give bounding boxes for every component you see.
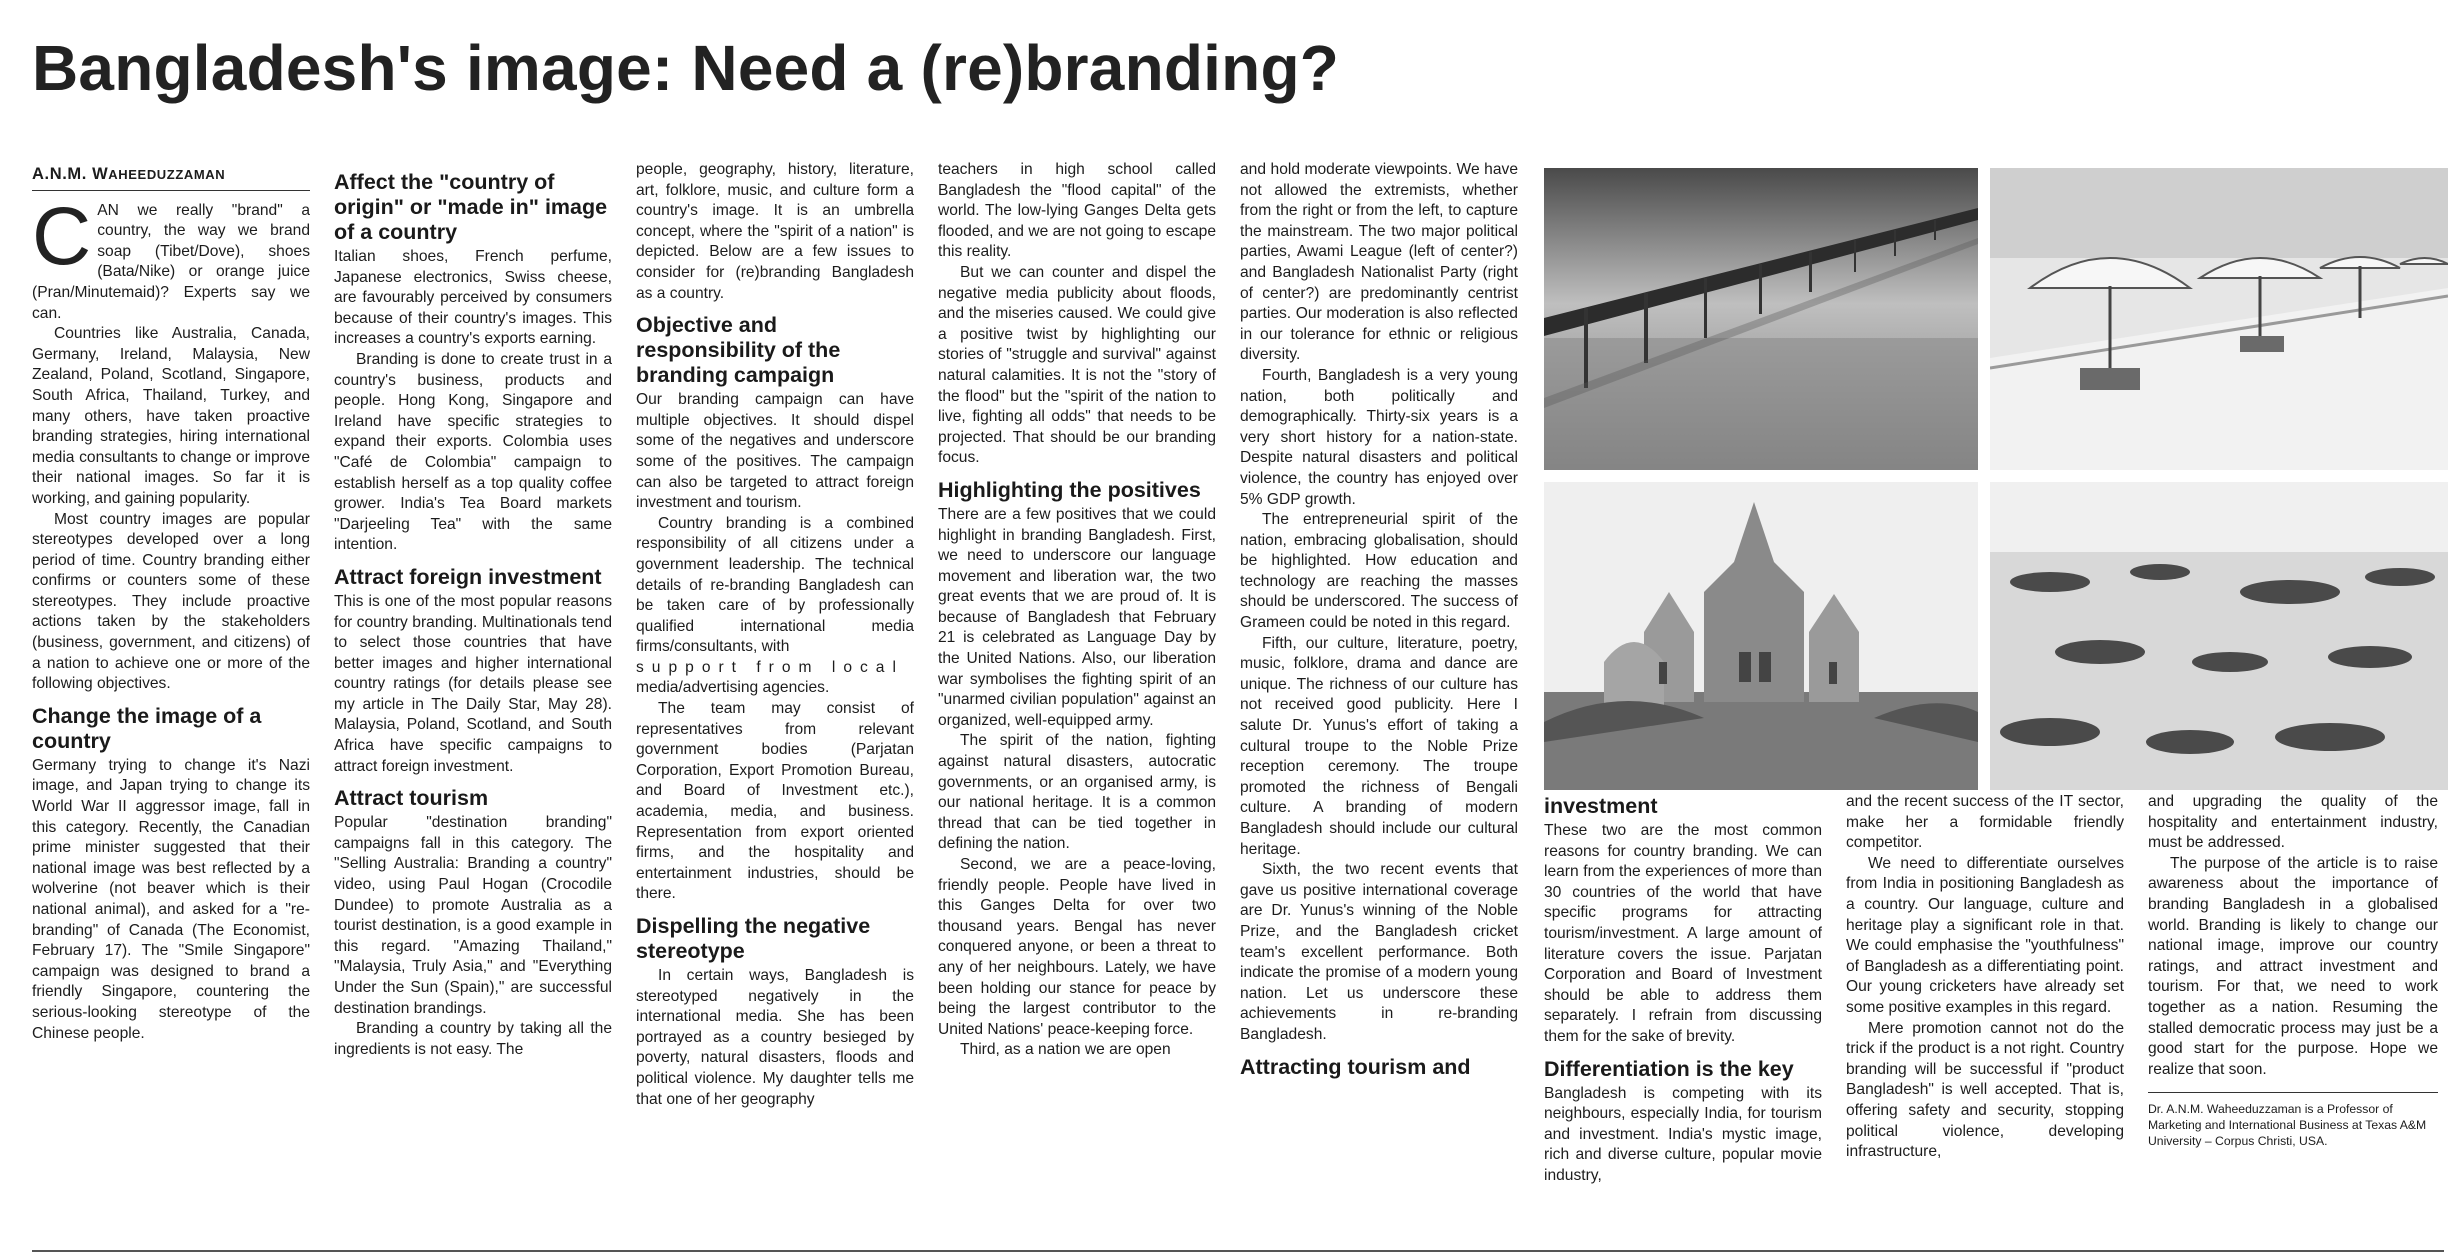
- body-paragraph: Popular "destination branding" campaigns fall in this category. The "Selling Australia: Branding a country" video, using Paul Hogan (Crocodile Dundee) to promote Australia as a tourist destination, is a good example in this regard. "Amazing Thailand," "Malaysia, Truly Asia," and "Everything Under the Sun (Spain)," are successful destination brandings.: [334, 814, 612, 1017]
- temple-photo: [1544, 482, 1978, 790]
- body-paragraph: people, geography, history, literature, art, folklore, music, and culture form a country's image. It is an umbrella concept, where the "spirit of a nation" is depicted. Below are a few issues to consider for (re)branding Bangladesh as a country.: [636, 161, 914, 302]
- body-paragraph: Branding is done to create trust in a country's business, products and people. Hong Kong, Singapore and Ireland have specific strategies to expand their exports. Colombia uses "Café de Colombia" campaign to establish herself as a top quality coffee grower. India's Tea Board markets "Darjeeling Tea" with the same intention.: [334, 350, 612, 554]
- section-heading-dispelling: Dispelling the negative stereotype: [636, 914, 871, 963]
- body-paragraph: Fourth, Bangladesh is a very young nation, both politically and demographically. Thirty-six years is a very short history for a nation-state. Despite natural disasters and political violence, the country has enjoyed over 5% GDP growth.: [1240, 366, 1518, 508]
- body-paragraph: Sixth, the two recent events that gave us positive international coverage are Dr. Yunus's winning of the Noble Prize, and the Bangladesh cricket team's excellent performance. Both indicate the promise of a modern young nation. Let us underscore these achievements in re-branding Bangladesh.: [1240, 861, 1518, 1043]
- body-paragraph: Branding a country by taking all the ingredients is not easy. The: [334, 1020, 612, 1058]
- body-paragraph: These two are the most common reasons for country branding. We can learn from the experiences of more than 30 countries of the world that have specific programs for attracting tourism/investment. A large amount of literature covers the issue. Parjatan Corporation and Board of Investment should be able to address them separately. I refrain from discussing them for the sake of brevity.: [1544, 822, 1822, 1045]
- body-paragraph: Mere promotion cannot not do the trick if the product is a not right. Country branding will be successful if "product Bangladesh" is well accepted. That is, offering safety and security, stopping political violence, developing infrastructure,: [1846, 1019, 2124, 1161]
- section-heading-positives: Highlighting the positives: [938, 477, 1201, 502]
- author-note: [2148, 1092, 2438, 1149]
- body-paragraph: In certain ways, Bangladesh is stereotyped negatively in the international media. She has been portrayed as a country besieged by poverty, natural disasters, floods and political violence. My daughter tells me that one of her geography: [636, 967, 914, 1108]
- body-paragraph: The entrepreneurial spirit of the nation, embracing globalisation, should be highlighted. How education and technology are reaching the masses should be underscored. The success of Grameen could be noted in this regard.: [1240, 511, 1518, 632]
- body-paragraph: The spirit of the nation, fighting against natural disasters, autocratic governments, or an organised army, is our national heritage. It is a common thread that can be tied together in defining the nation.: [938, 732, 1216, 853]
- headline: Bangladesh's image: Need a (re)branding?: [32, 32, 1340, 104]
- body-paragraph: teachers in high school called Bangladesh the "flood capital" of the world. The low-lying Ganges Delta gets flooded, and we are not going to escape this reality.: [938, 161, 1216, 261]
- body-paragraph: Our branding campaign can have multiple objectives. It should dispel some of the negatives and underscore some of the positives. The campaign can also be targeted to attract foreign investment and tourism.: [636, 391, 914, 512]
- body-paragraph: Fifth, our culture, literature, poetry, music, folklore, drama and dance are unique. The richness of our culture has not received good publicity. Here I salute Dr. Yunus's effort of taking a cultural troupe to the Noble Prize reception ceremony. The troupe promoted the richness of Bengali culture. A branding of modern Bangladesh should include our cultural heritage.: [1240, 634, 1518, 858]
- section-heading-tourism-investment: Attracting tourism and: [1240, 1054, 1471, 1079]
- body-paragraph: There are a few positives that we could highlight in branding Bangladesh. First, we need to underscore our language movement and liberation war, the two great events that we are proud of. It is because of Bangladesh that February 21 is celebrated as Language Day by the United Nations. Also, our liberation war symbolises the fighting spirit of an "unarmed civilian population" against an organized, well-equipped army.: [938, 505, 1216, 729]
- body-paragraph: Second, we are a peace-loving, friendly people. People have lived in this Ganges Delta for over two thousand years. Bengal has never conquered anyone, or been a threat to any of her neighbours. Lately, we have been holding our stance for peace by being the largest contributor to the United Nations' peace-keeping force.: [938, 856, 1216, 1038]
- photo-grid: [1544, 160, 2448, 790]
- drop-cap: C: [32, 190, 92, 282]
- section-heading-objective: Objective and responsibility of the branding campaign: [636, 313, 841, 388]
- column-6: [1544, 792, 1822, 1242]
- body-paragraph: Third, as a nation we are open: [960, 1041, 1171, 1059]
- column-4: [938, 160, 1216, 1242]
- body-paragraph: The team may consist of representatives from relevant government bodies (Parjatan Corporation, Export Promotion Bureau, and Board of Investment etc.), academia, media, and business. Representation from export oriented firms, and the hospitality and entertainment industries, should be there.: [636, 700, 914, 903]
- body-line-spaced: support from local: [636, 658, 904, 676]
- body-paragraph: Italian shoes, French perfume, Japanese electronics, Swiss cheese, are favourably perceived by consumers because of their country's images. This increases a country's exports earning.: [334, 248, 612, 348]
- body-paragraph: This is one of the most popular reasons for country branding. Multinationals tend to select those countries that have better images and higher international country ratings (for details please see my article in The Daily Star, May 28). Malaysia, Poland, Scotland, and South Africa have specific campaigns to attract foreign investment.: [334, 592, 612, 775]
- column-1: [32, 160, 310, 1242]
- body-paragraph: The purpose of the article is to raise awareness about the importance of branding Bangladesh in a globalised world. Branding is likely to change our national image, improve our country ratings, and attract investment and tourism. For that, we need to work together as a nation. Resuming the stalled democratic process may just be a good start for the purpose. Hope we realize that soon.: [2148, 854, 2438, 1078]
- body-paragraph: and the recent success of the IT sector, make her a formidable friendly competitor.: [1846, 793, 2124, 852]
- rocky-shore-photo: [1990, 482, 2448, 790]
- intro-paragraph: CAN we really "brand" a country, the way we brand soap (Tibet/Dove), shoes (Bata/Nike) or orange juice (Pran/Minutemaid)? Experts say we can.: [32, 190, 310, 322]
- intro-paragraph: Countries like Australia, Canada, Germany, Ireland, Malaysia, New Zealand, Poland, Scotland, Singapore, South Africa, Thailand, Turkey, and many others, have taken proactive branding strategies, hiring international media consultants to change or improve their national images. So far it is working, and gaining popularity.: [32, 325, 310, 507]
- column-2: [334, 160, 612, 1242]
- section-heading-differentiation: Differentiation is the key: [1544, 1056, 1794, 1081]
- body-paragraph: Bangladesh is competing with its neighbours, especially India, for tourism and investment. India's mystic image, rich and diverse culture, popular movie industry,: [1544, 1084, 1822, 1184]
- section-heading-country-origin: Affect the "country of origin" or "made in" image of a country: [334, 170, 608, 244]
- body-paragraph: We need to differentiate ourselves from India in positioning Bangladesh as a country. Our language, culture and heritage play a significant role in that. We could emphasise the "youthfulness" of Bangladesh as a differentiating point. Our young cricketers have already set some positive examples in this regard.: [1846, 854, 2124, 1016]
- column-7: [1846, 792, 2124, 1242]
- body-paragraph: media/advertising agencies.: [636, 679, 830, 697]
- body-paragraph: and upgrading the quality of the hospitality and entertainment industry, must be addressed.: [2148, 793, 2438, 852]
- column-8: [2148, 792, 2438, 1242]
- body-paragraph: Germany trying to change it's Nazi image, and Japan trying to change its World War II aggressor image, fall in this category. Recently, the Canadian prime minister suggested that their national image was best reflected by a wolverine (not beaver which is their national animal), and asked for a "re-branding" of Canada (The Economist, February 17). The "Smile Singapore" campaign was designed to brand a friendly Singapore, countering the serious-looking stereotype of the Chinese people.: [32, 756, 310, 1042]
- beach-umbrellas-photo: [1990, 168, 2448, 470]
- section-heading-change-image: Change the image of a country: [32, 703, 262, 753]
- body-paragraph: But we can counter and dispel the negative media publicity about floods, and the miseries caused. We could give a positive twist by highlighting our stories of "struggle and survival" against natural calamities. It is not the "story of the flood" but the "spirit of the nation to live, fighting all odds" that needs to be projected. That should be our branding focus.: [938, 263, 1216, 467]
- bottom-rule: [32, 1250, 2444, 1252]
- section-heading-foreign-investment: Attract foreign investment: [334, 564, 602, 589]
- body-paragraph: and hold moderate viewpoints. We have not allowed the extremists, whether from the right or from the left, to capture the mainstream. The two major political parties, Awami League (left of center?) and Bangladesh Nationalist Party (right of center?) are predominantly centrist parties. Our moderation is also reflected in our tolerance for ethnic or religious diversity.: [1240, 161, 1518, 364]
- author-note-text: Dr. A.N.M. Waheeduzzaman is a Professor of Marketing and International Business at Texas A&M University – Corpus Christi, USA.: [2148, 1102, 2427, 1149]
- column-5: [1240, 160, 1518, 1242]
- section-heading-tourism-investment-cont: investment: [1544, 794, 1658, 818]
- byline: A.N.M. WAHEEDUZZAMAN: [32, 164, 310, 191]
- intro-paragraph: Most country images are popular stereotypes developed over a long period of time. Country branding either confirms or counters some of these stereotypes. They include proactive actions taken by the stakeholders (business, government, and citizens) of a nation to achieve one or more of the following objectives.: [32, 510, 310, 693]
- column-3: [636, 160, 914, 1242]
- bridge-photo: [1544, 168, 1978, 470]
- body-paragraph: Country branding is a combined responsibility of all citizens under a government leadership. The technical details of re-branding Bangladesh can be taken care of by professionally qualified international media firms/consultants, with: [636, 514, 914, 656]
- section-heading-tourism: Attract tourism: [334, 786, 489, 811]
